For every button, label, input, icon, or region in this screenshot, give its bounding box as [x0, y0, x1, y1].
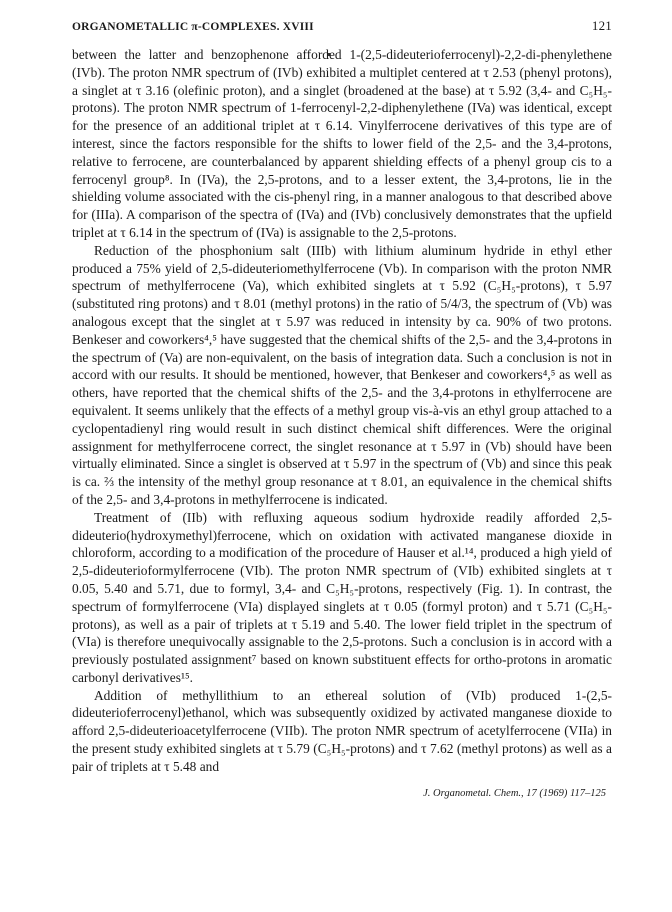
paragraph-continued: between the latter and benzophenone afforded 1-(2,5-dideuterioferrocenyl)-2,2-di-phenylethene (IVb). The proton NMR spectrum of (IVb) exhibited a multiplet centered at τ 2.53 (phenyl protons), a singlet at τ 3.16 (olefinic proton), and a singlet (broadened at the base) at τ 5.92 (3,4- and C₅H₅-protons). The proton NMR spectrum of 1-ferrocenyl-2,2-diphenylethene (IVa) was identical, except for the presence of an additional triplet at τ 6.14. Vinylferrocene derivatives of this type are of interest, since the factors responsible for the shifts to lower field of the 2,5- and the 3,4-protons, relative to ferrocene, are counterbalanced by apparent shielding effects of a phenyl group cis to a ferrocenyl group⁸. In (IVa), the 2,5-protons, and to a lesser extent, the 3,4-protons, lie in the shielding volume associated with the cis-phenyl ring, in a manner analogous to that described above for (IIIa). A comparison of the spectra of (IVa) and (IVb) conclusively demonstrates that the upfield triplet at τ 6.14 in the spectrum of (IVa) is assignable to the 2,5-protons. [72, 47, 612, 240]
paragraph-reduction: Reduction of the phosphonium salt (IIIb) with lithium aluminum hydride in ethyl ether produced a 75% yield of 2,5-dideuteriomethylferrocene (Vb). In comparison with the proton NMR spectrum of methylferrocene (Va), which exhibited singlets at τ 5.92 (C₅H₅-protons), τ 5.97 (substituted ring protons) and τ 8.01 (methyl protons) in the ratio of 5/4/3, the spectrum of (Vb) was analogous except that the singlet at τ 5.97 was reduced in intensity by ca. 90% of two protons. Benkeser and coworkers⁴,⁵ have suggested that the chemical shifts of the 2,5- and the 3,4-protons in the spectrum of (Va) are non-equivalent, on the basis of integration data. Such a conclusion is not in accord with our results. It should be mentioned, however, that Benkeser and coworkers⁴,⁵ as well as others, have reported that the chemical shifts of the 2,5- and the 3,4-protons in ethylferrocene are equivalent. It seems unlikely that the effects of a methyl group vis-à-vis an ethyl group attached to a cyclopentadienyl ring would result in such distinct chemical shift differences. Were the original assignment for methylferrocene correct, the singlet resonance at τ 5.97 in (Vb) should have been virtually eliminated. Since a singlet is observed at τ 5.97 in the spectrum of (Vb) and since this peak is ca. ⅔ the intensity of the methyl group resonance at τ 8.01, an equivalence in the chemical shifts of the 2,5- and 3,4-protons in methylferrocene is indicated. [72, 242, 612, 507]
paragraph-addition: Addition of methyllithium to an ethereal solution of (VIb) produced 1-(2,5-dideuterioferrocenyl)ethanol, which was subsequently oxidized by activated manganese dioxide to afford 2,5-dideuterioacetylferrocene (VIIb). The proton NMR spectrum of acetylferrocene (VIIa) in the present study exhibited singlets at τ 5.79 (C₅H₅-protons) and τ 7.62 (methyl protons) as well as a pair of triplets at τ 5.48 and [72, 687, 612, 774]
paragraph-treatment: Treatment of (IIb) with refluxing aqueous sodium hydroxide readily afforded 2,5-dideuterio(hydroxymethyl)ferrocene, which on oxidation with activated manganese dioxide in chloroform, according to a modification of the procedure of Hauser et al.¹⁴, produced a high yield of 2,5-dideuterioformylferrocene (VIb). The proton NMR spectrum of (VIb) exhibited singlets at τ 0.05, 5.40 and 5.71, due to formyl, 3,4- and C₅H₅-protons, respectively (Fig. 1). In contrast, the spectrum of formylferrocene (VIa) displayed singlets at τ 0.05 (formyl proton) and τ 5.71 (C₅H₅-protons), as well as a pair of triplets at τ 5.19 and 5.40. The lower field triplet in the spectrum of (VIa) is therefore unequivocally assignable to the 2,5-protons. Such a conclusion is in accord with a previously postulated assignment⁷ based on known substituent effects for ortho-protons in aromatic carbonyl derivatives¹⁵. [72, 509, 612, 685]
running-title: ORGANOMETALLIC π-COMPLEXES. XVIII [72, 21, 314, 33]
journal-name: J. Organometal. Chem. [423, 787, 522, 799]
journal-issue: , 17 (1969) 117–125 [521, 787, 606, 799]
running-head [72, 18, 612, 34]
article-body [72, 46, 612, 776]
journal-citation [72, 788, 612, 799]
page-number: 121 [591, 18, 612, 33]
journal-page [72, 18, 612, 799]
